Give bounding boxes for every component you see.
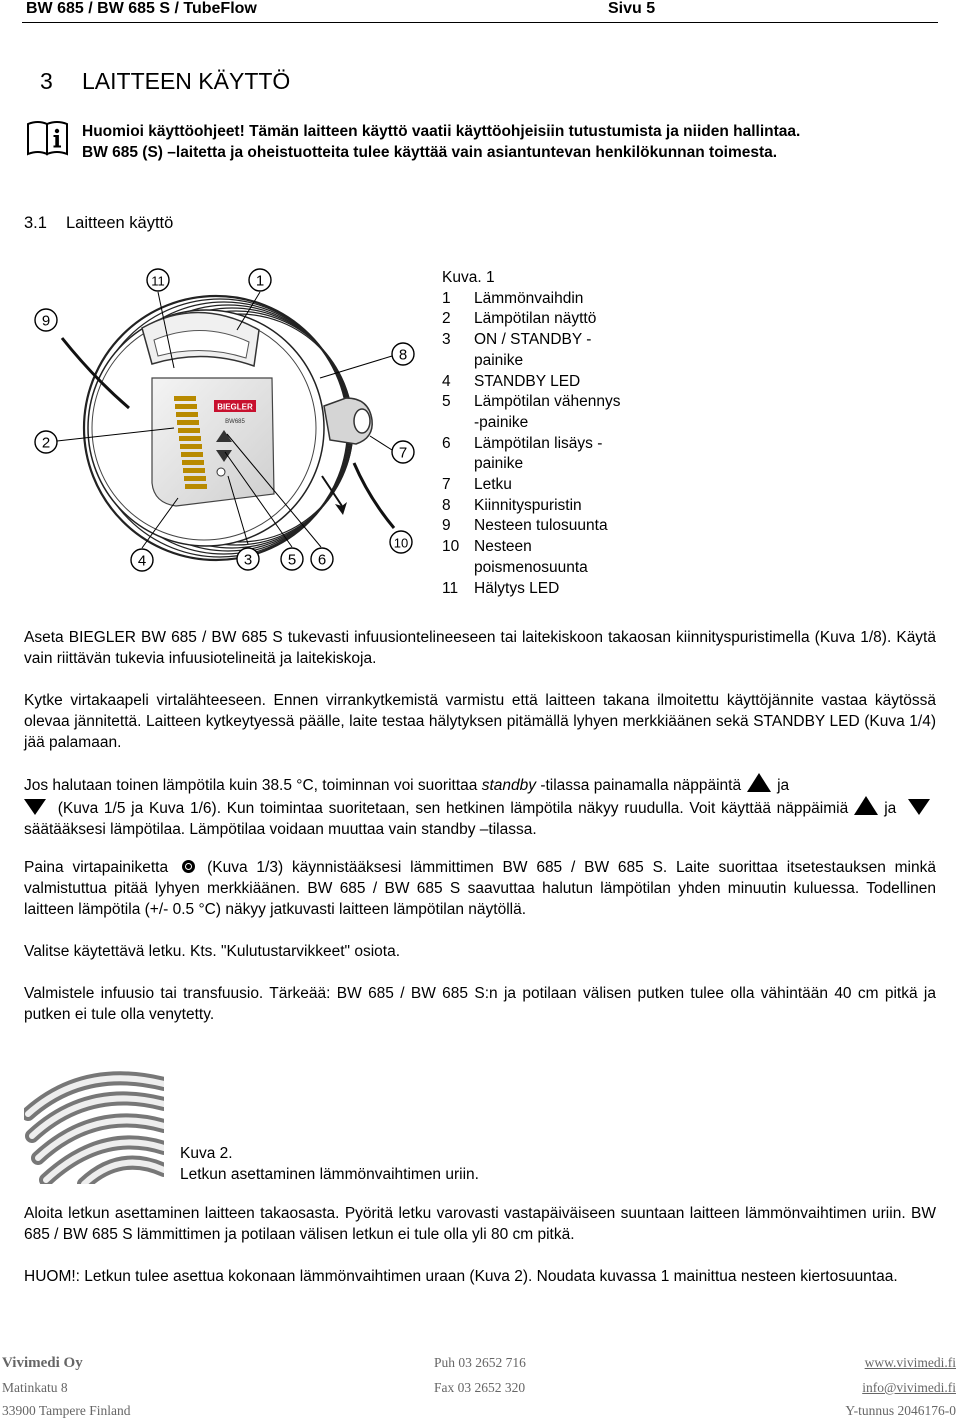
section-number: 3 (40, 68, 53, 94)
tube-coil-photo (24, 1044, 164, 1184)
legend-text: STANDBY LED (474, 372, 581, 390)
paragraph-start (24, 857, 936, 920)
legend-text: poismenosuunta (474, 558, 588, 576)
legend-number: 1 (442, 289, 451, 307)
legend-item (442, 434, 664, 455)
footer-company: Vivimedi Oy (2, 1355, 83, 1371)
legend-number (442, 558, 474, 579)
figure1-legend (442, 268, 664, 599)
arrow-up-icon (854, 796, 878, 815)
power-icon (182, 860, 195, 873)
model-label: BW685 (225, 419, 245, 425)
footer-fax: Fax 03 2652 320 (434, 1380, 526, 1395)
paragraph-temperature (24, 773, 936, 840)
callout-3-label: 3 (243, 551, 253, 569)
text-span: (Kuva 1/5 ja Kuva 1/6). Kun toimintaa suoritetaan, sen hetkinen lämpötila näkyy ruudulla. Voit käyttää näppäimiä (57, 800, 849, 817)
legend-item (442, 496, 664, 517)
subsection-title: Laitteen käyttö (66, 214, 174, 232)
legend-text: Lämmönvaihdin (474, 289, 584, 307)
legend-number (442, 454, 474, 475)
legend-item (442, 558, 664, 579)
legend-item (442, 330, 664, 351)
legend-text: Nesteen (474, 538, 532, 556)
mounting-clamp (324, 398, 372, 444)
legend-item (442, 454, 664, 475)
notice-line-1: Huomioi käyttöohjeet! Tämän laitteen käyttö vaatii käyttöohjeisiin tutustumista ja niiden hallintaa. (82, 123, 801, 140)
legend-number: 6 (442, 434, 451, 452)
subsection-number: 3.1 (24, 214, 47, 232)
standby-term: standby (481, 777, 536, 794)
legend-item (442, 392, 664, 413)
legend-item (442, 351, 664, 372)
legend-text: Letku (474, 476, 512, 494)
legend-text: Hälytys LED (474, 579, 560, 597)
text-span: ja (884, 800, 897, 817)
manual-info-icon (26, 118, 70, 158)
subsection-heading (24, 214, 173, 233)
text-span: -tilassa painamalla näppäintä (540, 777, 742, 794)
callout-5-label: 5 (287, 551, 297, 569)
figure2-caption (180, 1143, 479, 1185)
legend-item (442, 413, 664, 434)
text-span: Jos halutaan toinen lämpötila kuin 38.5 °C, toiminnan voi suorittaa (24, 777, 478, 794)
section-heading (40, 68, 290, 95)
footer-phone: Puh 03 2652 716 (434, 1355, 526, 1370)
header-title: BW 685 / BW 685 S / TubeFlow (26, 0, 257, 17)
legend-text: Kiinnityspuristin (474, 496, 582, 514)
paragraph-tube-select: Valitse käytettävä letku. Kts. "Kulutustarvikkeet" osiota. (24, 943, 401, 960)
legend-text: -painike (474, 413, 529, 431)
paragraph-power: Kytke virtakaapeli virtalähteeseen. Ennen virrankytkemistä varmistu että laitteen takana ilmoitettu käyttöjännite vastaa käytössä olevaa jännitettä. Laitteen kytkeytyessä päälle, laite testaa hälytyksen pitämällä lyhyen merkkiäänen sekä STANDBY LED (Kuva 1/4) jää palamaan. (24, 692, 936, 751)
legend-number: 3 (442, 331, 451, 349)
legend-number (442, 351, 474, 372)
arrow-down-icon (908, 799, 930, 815)
legend-number: 11 (442, 579, 459, 597)
arrow-up-icon (747, 773, 771, 792)
legend-number: 2 (442, 310, 451, 328)
footer-street: Matinkatu 8 (2, 1380, 68, 1395)
brand-logo-text: BIEGLER (217, 402, 253, 412)
section-title: LAITTEEN KÄYTTÖ (82, 68, 291, 94)
legend-text: ON / STANDBY - (474, 331, 592, 349)
callout-9-label: 9 (41, 312, 51, 330)
paragraph-note: HUOM!: Letkun tulee asettua kokonaan lämmönvaihtimen uraan (Kuva 2). Noudata kuvassa 1 mainittua nesteen kiertosuuntaa. (24, 1268, 898, 1285)
figure2-caption-title: Kuva 2. (180, 1145, 233, 1162)
page-header (22, 0, 938, 23)
text-span: ja (777, 777, 790, 794)
footer-city: 33900 Tampere Finland (2, 1403, 131, 1418)
legend-item (442, 475, 664, 496)
footer-web-link[interactable]: www.vivimedi.fi (864, 1355, 956, 1370)
legend-number: 5 (442, 393, 451, 411)
callout-11-label: 11 (151, 273, 165, 289)
safety-notice (82, 121, 942, 163)
text-span: Paina virtapainiketta (24, 859, 169, 876)
page-number: Sivu 5 (608, 0, 656, 17)
legend-number: 8 (442, 496, 451, 514)
legend-number: 10 (442, 538, 460, 556)
legend-text: painike (474, 455, 524, 473)
legend-item (442, 516, 664, 537)
legend-number (442, 413, 474, 434)
paragraph-prepare: Valmistele infuusio tai transfuusio. Tärkeää: BW 685 / BW 685 S:n ja potilaan välisen putken tulee olla vähintään 40 cm pitkä ja putken ei tule olla venytetty. (24, 985, 936, 1023)
callout-10-label: 10 (393, 535, 409, 551)
arrow-down-icon (24, 799, 46, 815)
device-figure (24, 258, 434, 588)
notice-line-2: BW 685 (S) –laitetta ja oheistuotteita tulee käyttää vain asiantuntevan henkilökunnan toimesta. (82, 144, 778, 161)
legend-text: Lämpötilan lisäys - (474, 434, 603, 452)
legend-text: Lämpötilan vähennys (474, 393, 621, 411)
legend-number: 9 (442, 517, 451, 535)
footer-ytunnus: Y-tunnus 2046176-0 (845, 1403, 956, 1418)
callout-6-label: 6 (317, 551, 327, 569)
callout-8-label: 8 (398, 346, 408, 364)
figure2-caption-text: Letkun asettaminen lämmönvaihtimen uriin. (180, 1166, 479, 1183)
callout-7-label: 7 (398, 444, 408, 462)
legend-item (442, 537, 664, 558)
legend-item (442, 289, 664, 310)
paragraph-mounting: Aseta BIEGLER BW 685 / BW 685 S tukevasti infuusiontelineeseen tai laitekiskoon takaosan kiinnityspuristimella (Kuva 1/8). Käytä vain riittävän tukevia infuusiotelineitä ja laitekiskoja. (24, 629, 936, 667)
callout-4-label: 4 (137, 552, 147, 570)
footer-email-link[interactable]: info@vivimedi.fi (862, 1380, 956, 1395)
legend-item (442, 579, 664, 600)
callout-1-label: 1 (255, 272, 265, 290)
legend-item (442, 309, 664, 330)
legend-text: Lämpötilan näyttö (474, 310, 597, 328)
figure1-caption: Kuva. 1 (442, 269, 495, 286)
paragraph-insert-tube: Aloita letkun asettaminen laitteen takaosasta. Pyöritä letku varovasti vastapäiväiseen suuntaan laitteen lämmönvaihtimen uriin. BW 685 / BW 685 S lämmittimen ja potilaan välisen letkun ei tule olla yli 80 cm pitkä. (24, 1205, 936, 1243)
legend-text: painike (474, 351, 524, 369)
legend-text: Nesteen tulosuunta (474, 517, 608, 535)
legend-number: 7 (442, 476, 451, 494)
legend-item (442, 372, 664, 393)
text-span: säätääksesi lämpötilaa. Lämpötilaa voidaan muuttaa vain standby –tilassa. (24, 821, 537, 838)
legend-number: 4 (442, 372, 451, 390)
text-span: (Kuva 1/3) käynnistääksesi lämmittimen BW 685 / BW 685 S. Laite suorittaa itsetestauksen minkä valmistuttua pitää lyhyen merkkiäänen. BW 685 / BW 685 S saavuttaa halutun lämpötilan yhden minuutin kuluessa. Todellinen laitteen lämpötila (+/- 0.5 °C) näkyy jatkuvasti laitteen lämpötilan näytöllä. (24, 859, 936, 918)
callout-2-label: 2 (41, 434, 51, 452)
